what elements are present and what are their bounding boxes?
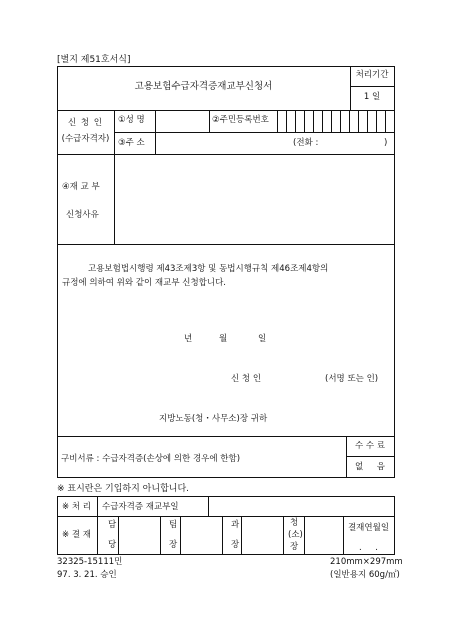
- form-border-top: [57, 66, 395, 67]
- processing-bottom: [57, 554, 395, 555]
- approval-sign-box-4[interactable]: [305, 517, 343, 554]
- fee-divider: [346, 456, 394, 457]
- approval-cell-label-3b: 장: [231, 540, 240, 550]
- phone-label: (전화 :: [293, 138, 319, 148]
- footer-approval: 97. 3. 21. 승인: [57, 570, 117, 580]
- form-border-left: [57, 66, 58, 477]
- name-field[interactable]: [158, 113, 206, 129]
- reason-sub-label: 신청사유: [66, 210, 99, 220]
- sign-note: (서명 또는 인): [325, 374, 379, 384]
- form-title: 고용보험수급자격증재교부신청서: [134, 81, 273, 92]
- declaration-bottom: [57, 436, 395, 437]
- declaration-line2: 규정에 의하여 위와 같이 재교부 신청합니다.: [62, 278, 227, 288]
- approval-sign-box-3[interactable]: [242, 517, 283, 554]
- processing-row-divider: [57, 516, 395, 517]
- processing-value: 수급자격증 재교부일: [102, 502, 179, 512]
- footer-code: 32325-15111민: [57, 557, 123, 567]
- rrn-digit-boxes[interactable]: [277, 110, 394, 132]
- phone-field[interactable]: [330, 135, 380, 151]
- reason-label: ④재 교 부: [62, 182, 100, 192]
- approval-cell-label-2b: 장: [169, 540, 178, 550]
- rrn-label: ②주민등록번호: [212, 115, 269, 125]
- approval-sign-box-1[interactable]: [119, 517, 160, 554]
- approval-cell-label-4b: (소): [288, 530, 303, 540]
- approval-date-dots: . .: [359, 543, 378, 553]
- address-field[interactable]: [158, 135, 288, 151]
- processing-period-value: 1 일: [363, 92, 381, 102]
- address-label: ③주 소: [118, 138, 145, 148]
- processing-left: [57, 496, 58, 554]
- approval-cell-label-1: 담: [108, 520, 117, 530]
- approval-date-label: 결재연월일: [347, 523, 390, 533]
- approval-cell-label-1b: 당: [108, 540, 117, 550]
- processing-col-divider: [97, 496, 98, 554]
- date-day-label: 일: [258, 334, 267, 344]
- approval-cell-label-2: 팀: [169, 520, 178, 530]
- applicant-sub-label: (수급자격자): [61, 134, 110, 144]
- name-rrn-divider: [209, 110, 210, 132]
- approval-sign-box-2[interactable]: [181, 517, 222, 554]
- period-divider: [350, 86, 394, 87]
- reason-field[interactable]: [118, 157, 394, 243]
- addressee: 지방노동(청・사무소)장 귀하: [159, 414, 268, 424]
- notice-text: ※ 표시란은 기입하지 아니합니다.: [57, 484, 190, 494]
- applicant-col-divider: [114, 110, 115, 244]
- approval-cell-label-3: 과: [231, 520, 240, 530]
- approval-cell-label-4: 청: [290, 518, 299, 528]
- form-border-bottom: [57, 477, 395, 478]
- processing-label: ※ 처 리: [62, 502, 91, 512]
- applicant-bottom: [57, 154, 395, 155]
- phone-close: ): [384, 138, 388, 148]
- declaration-line1: 고용보험법시행령 제43조제3항 및 동법시행규칙 제46조제4항의: [88, 264, 329, 274]
- processing-top: [57, 496, 395, 497]
- approval-cell-label-4c: 장: [290, 542, 299, 552]
- date-month-label: 월: [219, 334, 228, 344]
- fee-value: 없 음: [355, 462, 385, 472]
- approval-div-2b: [222, 516, 223, 554]
- processing-period-label: 처리기간: [355, 70, 389, 80]
- approval-div-3b: [283, 516, 284, 554]
- approval-div-1b: [160, 516, 161, 554]
- name-row-bottom: [114, 132, 395, 133]
- reason-bottom: [57, 244, 395, 245]
- fee-label: 수 수 료: [354, 441, 386, 451]
- applicant-label: 신 청 인: [67, 118, 104, 128]
- name-label: ①성 명: [118, 115, 145, 125]
- processing-value-divider: [208, 496, 209, 516]
- processing-right: [394, 496, 395, 554]
- required-docs: 구비서류 : 수급자격증(손상에 의한 경우에 한함): [61, 454, 241, 464]
- form-number: [별지 제51호서식]: [57, 55, 131, 65]
- footer-size: 210mm×297mm: [330, 557, 403, 567]
- signer-label: 신 청 인: [231, 374, 262, 384]
- approval-label: ※ 결 재: [62, 530, 91, 540]
- footer-paper: (일반용지 60g/㎡): [330, 570, 400, 580]
- date-year-label: 년: [184, 334, 193, 344]
- form-border-right: [394, 66, 395, 477]
